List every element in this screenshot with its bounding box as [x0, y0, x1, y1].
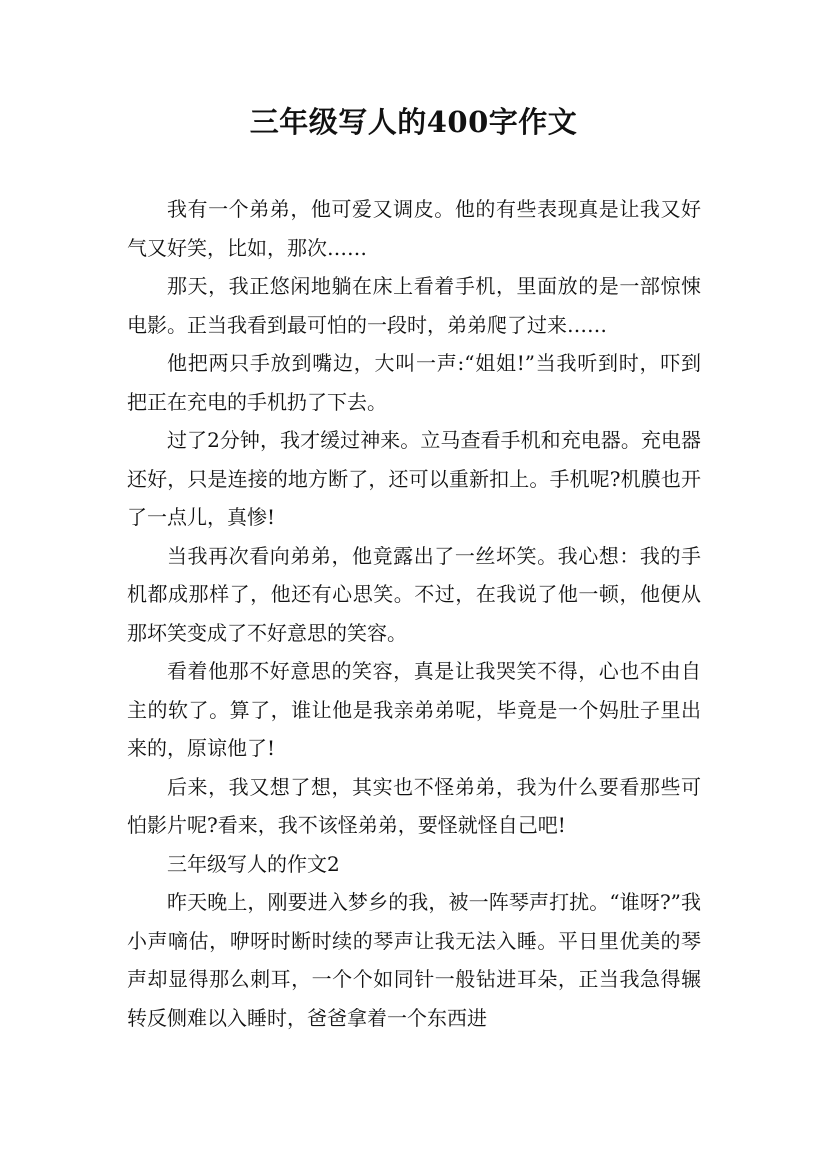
paragraph: 看着他那不好意思的笑容，真是让我哭笑不得，心也不由自主的软了。算了，谁让他是我亲弟弟呢，毕竟是一个妈肚子里出来的，原谅他了!	[127, 659, 701, 760]
paragraph: 昨天晚上，刚要进入梦乡的我，被一阵琴声打扰。“谁呀?”我小声嘀估，咿呀时断时续的琴声让我无法入睡。平日里优美的琴声却显得那么刺耳，一个个如同针一般钻进耳朵，正当我急得辗转反侧难以入睡时，爸爸拿着一个东西进	[127, 890, 701, 1030]
paragraph: 那天，我正悠闲地躺在床上看着手机，里面放的是一部惊悚电影。正当我看到最可怕的一段时，弟弟爬了过来……	[127, 274, 701, 337]
paragraph: 他把两只手放到嘴边，大叫一声:“姐姐!”当我听到时，吓到把正在充电的手机扔了下去。	[127, 351, 701, 414]
section-heading: 三年级写人的作文2	[167, 851, 340, 876]
paragraph: 过了2分钟，我才缓过神来。立马查看手机和充电器。充电器还好，只是连接的地方断了，还可以重新扣上。手机呢?机膜也开了一点儿，真惨!	[127, 428, 701, 529]
article-body	[127, 190, 701, 1037]
paragraph: 后来，我又想了想，其实也不怪弟弟，我为什么要看那些可怕影片呢?看来，我不该怪弟弟，要怪就怪自己吧!	[127, 774, 701, 837]
paragraph: 我有一个弟弟，他可爱又调皮。他的有些表现真是让我又好气又好笑，比如，那次……	[127, 197, 701, 260]
paragraph: 当我再次看向弟弟，他竟露出了一丝坏笑。我心想：我的手机都成那样了，他还有心思笑。不过，在我说了他一顿，他便从那坏笑变成了不好意思的笑容。	[127, 543, 701, 645]
page-title: 三年级写人的400字作文	[249, 105, 578, 139]
